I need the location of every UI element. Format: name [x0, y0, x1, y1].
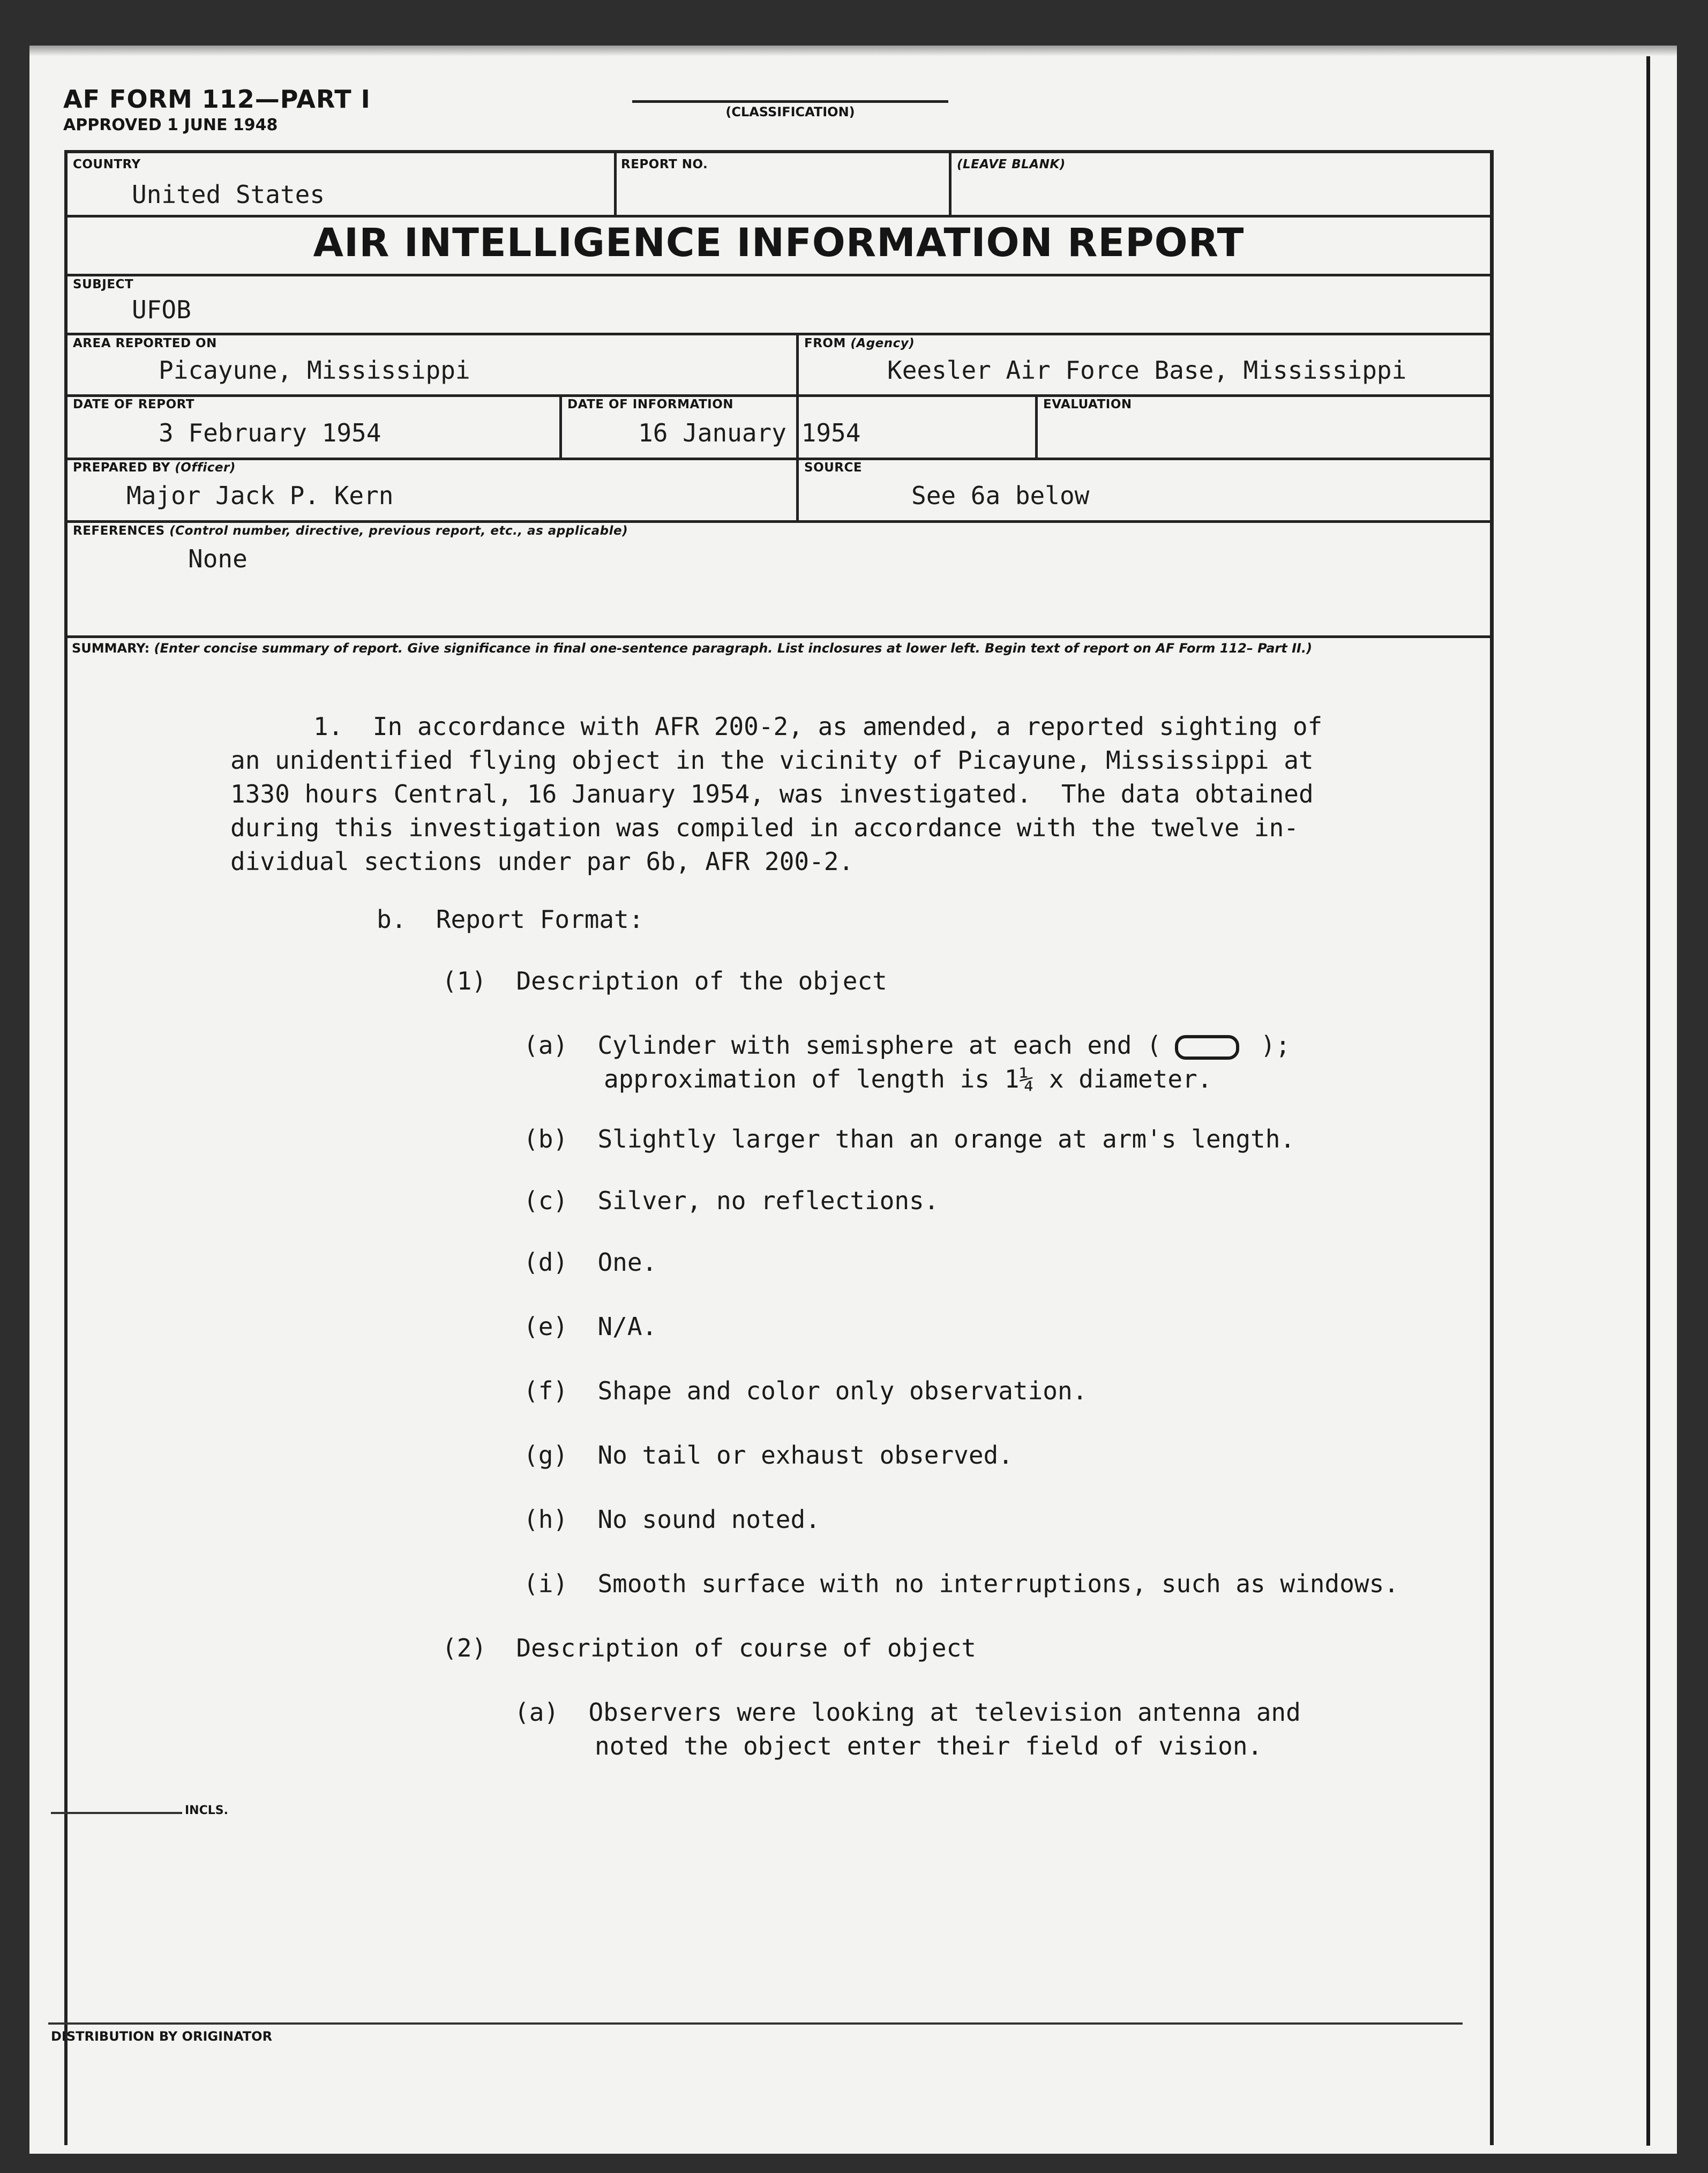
divider — [68, 520, 1490, 523]
inclosures-label: INCLS. — [185, 1804, 228, 1817]
paragraph-1-line-3: 1330 hours Central, 16 January 1954, was investigated. The data obtained — [230, 780, 1314, 808]
page-edge-bar — [1646, 56, 1650, 2146]
item-b: (b) Slightly larger than an orange at arm's length. — [523, 1125, 1295, 1153]
subject-value: UFOB — [132, 295, 191, 324]
from-label: FROM (Agency) — [804, 336, 915, 350]
divider — [1035, 394, 1038, 458]
date-of-report-value: 3 February 1954 — [159, 418, 381, 447]
inclosures-line — [51, 1812, 182, 1814]
summary-label: SUMMARY: (Enter concise summary of report. Give significance in final one-sentence paragraph. List inclosures at lower left. Begin text of report on AF Form 112– Part II.) — [72, 641, 1313, 656]
country-value: United States — [132, 180, 325, 209]
report-no-label: REPORT NO. — [621, 158, 708, 171]
divider — [68, 635, 1490, 638]
date-of-information-label: DATE OF INFORMATION — [567, 398, 734, 411]
divider — [68, 458, 1490, 460]
paragraph-1-line-5: dividual sections under par 6b, AFR 200-2. — [230, 847, 854, 876]
item-2a-line-1: (a) Observers were looking at television antenna and — [514, 1698, 1301, 1727]
from-value: Keesler Air Force Base, Mississippi — [887, 356, 1407, 385]
divider — [68, 215, 1490, 218]
item-a-line-2: approximation of length is 1¼ x diameter. — [604, 1065, 1212, 1093]
divider — [559, 394, 562, 458]
divider — [68, 274, 1490, 276]
area-value: Picayune, Mississippi — [159, 356, 470, 385]
report-format-heading: b. Report Format: — [377, 905, 644, 934]
classification-line — [632, 100, 948, 103]
distribution-label: DISTRIBUTION BY ORIGINATOR — [51, 2029, 273, 2044]
evaluation-label: EVALUATION — [1043, 398, 1132, 411]
area-label: AREA REPORTED ON — [73, 336, 217, 350]
leave-blank-label: (LEAVE BLANK) — [957, 158, 1066, 171]
country-label: COUNTRY — [73, 158, 141, 171]
date-of-report-label: DATE OF REPORT — [73, 398, 194, 411]
prepared-by-label: PREPARED BY (Officer) — [73, 461, 236, 475]
references-label: REFERENCES (Control number, directive, previous report, etc., as applicable) — [73, 524, 628, 538]
date-of-information-value: 16 January 1954 — [638, 418, 861, 447]
item-g: (g) No tail or exhaust observed. — [523, 1441, 1013, 1470]
item-d: (d) One. — [523, 1248, 657, 1277]
capsule-shape-icon — [1175, 1035, 1239, 1060]
form-approved-date: APPROVED 1 JUNE 1948 — [63, 116, 278, 134]
source-value: See 6a below — [911, 481, 1090, 510]
document-page — [29, 46, 1677, 2154]
divider — [949, 153, 952, 215]
divider — [68, 394, 1490, 397]
source-label: SOURCE — [804, 461, 863, 475]
section-1-heading: (1) Description of the object — [442, 966, 887, 995]
section-2-heading: (2) Description of course of object — [442, 1634, 976, 1662]
divider — [68, 333, 1490, 335]
distribution-line — [48, 2022, 1463, 2025]
item-e: (e) N/A. — [523, 1312, 657, 1341]
paragraph-1-line-4: during this investigation was compiled in accordance with the twelve in- — [230, 813, 1299, 842]
item-2a-line-2: noted the object enter their field of vision. — [595, 1732, 1263, 1760]
page-shadow — [29, 46, 1677, 56]
item-h: (h) No sound noted. — [523, 1505, 820, 1534]
subject-label: SUBJECT — [73, 278, 134, 291]
item-f: (f) Shape and color only observation. — [523, 1376, 1088, 1405]
page-title: AIR INTELLIGENCE INFORMATION REPORT — [313, 220, 1245, 266]
item-a-line-1: (a) Cylinder with semisphere at each end ( ); — [523, 1031, 1291, 1060]
classification-label: (CLASSIFICATION) — [725, 104, 855, 119]
item-i: (i) Smooth surface with no interruptions, such as windows. — [523, 1569, 1399, 1598]
references-value: None — [188, 544, 248, 573]
paragraph-1-line-1: 1. In accordance with AFR 200-2, as amended, a reported sighting of — [313, 712, 1323, 741]
prepared-by-value: Major Jack P. Kern — [126, 481, 394, 510]
paragraph-1-line-2: an unidentified flying object in the vicinity of Picayune, Mississippi at — [230, 746, 1314, 775]
item-c: (c) Silver, no reflections. — [523, 1186, 939, 1215]
form-id: AF FORM 112—PART I — [63, 85, 371, 114]
divider — [614, 153, 617, 215]
